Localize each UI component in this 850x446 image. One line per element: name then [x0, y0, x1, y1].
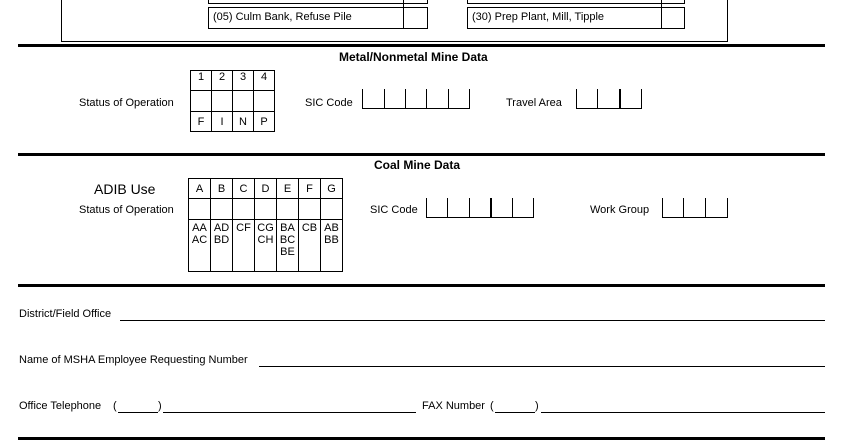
- code-line-1: CF: [236, 222, 251, 234]
- code-line-2: BC: [279, 234, 296, 246]
- coal-status-checkbox-c[interactable]: [233, 199, 255, 220]
- metal-status-grid: [190, 70, 275, 132]
- office-telephone-label: Office Telephone: [19, 400, 102, 412]
- code-line-2: BB: [324, 234, 339, 246]
- prep-plant-checkbox[interactable]: [662, 8, 684, 28]
- coal-status-checkbox-g[interactable]: [321, 199, 343, 220]
- phone-number-input[interactable]: [163, 400, 416, 413]
- fax-number-input[interactable]: [541, 400, 825, 413]
- tick: [469, 89, 470, 109]
- status-code-f: F: [191, 112, 212, 132]
- adib-use-label: ADIB Use: [94, 181, 156, 197]
- code-line-1: BA: [280, 222, 295, 234]
- metal-section-title: Metal/Nonmetal Mine Data: [339, 50, 488, 64]
- section-divider: [18, 284, 825, 287]
- coal-col-b: B: [211, 179, 233, 199]
- tick: [512, 198, 513, 218]
- code-line-2: CH: [257, 234, 274, 246]
- status-code-i: I: [212, 112, 233, 132]
- code-line-1: CG: [257, 222, 274, 234]
- phone-area-code-input[interactable]: [118, 400, 158, 413]
- coal-status-checkbox-f[interactable]: [299, 199, 321, 220]
- tick: [576, 89, 577, 109]
- coal-codes-e: [277, 220, 299, 272]
- code-line-1: AA: [192, 222, 207, 234]
- tick: [683, 198, 684, 218]
- coal-codes-f: [299, 220, 321, 272]
- work-group-label: Work Group: [590, 204, 650, 216]
- coal-section-title: Coal Mine Data: [374, 158, 461, 172]
- status-code-p: P: [254, 112, 275, 132]
- status-col-1: 1: [191, 71, 212, 91]
- phone-paren-open: (: [113, 400, 117, 412]
- coal-codes-d: [255, 220, 277, 272]
- tick: [620, 89, 621, 109]
- tick: [384, 89, 385, 109]
- coal-col-e: E: [277, 179, 299, 199]
- coal-col-f: F: [299, 179, 321, 199]
- code-line-1: CB: [301, 222, 318, 234]
- code-line-3: BE: [280, 246, 295, 258]
- coal-status-grid: [188, 178, 343, 272]
- code-line-1: AB: [324, 222, 339, 234]
- section-divider: [18, 153, 825, 156]
- metal-status-label: Status of Operation: [79, 97, 174, 109]
- coal-col-c: C: [233, 179, 255, 199]
- status-col-4: 4: [254, 71, 275, 91]
- tick: [491, 198, 492, 218]
- prep-plant-label: (30) Prep Plant, Mill, Tipple: [472, 11, 605, 23]
- metal-sic-code-input[interactable]: [362, 96, 469, 109]
- culm-bank-label: (05) Culm Bank, Refuse Pile: [213, 11, 352, 23]
- code-line-1: AD: [213, 222, 230, 234]
- coal-col-g: G: [321, 179, 343, 199]
- tick: [448, 89, 449, 109]
- metal-sic-label: SIC Code: [305, 97, 353, 109]
- culm-bank-checkbox[interactable]: [404, 8, 427, 28]
- travel-area-label: Travel Area: [506, 97, 562, 109]
- tick: [405, 89, 406, 109]
- status-col-2: 2: [212, 71, 233, 91]
- fax-paren-open: (: [490, 400, 494, 412]
- tick: [533, 198, 534, 218]
- section-divider: [18, 44, 825, 47]
- coal-status-checkbox-a[interactable]: [189, 199, 211, 220]
- top-left-row-above: [208, 0, 428, 4]
- tick: [597, 89, 598, 109]
- status-checkbox-1[interactable]: [191, 91, 212, 112]
- coal-status-checkbox-b[interactable]: [211, 199, 233, 220]
- tick: [469, 198, 470, 218]
- tick: [705, 198, 706, 218]
- tick: [662, 198, 663, 218]
- fax-paren-close: ): [535, 400, 539, 412]
- tick: [727, 198, 728, 218]
- tick: [641, 89, 642, 109]
- tick: [426, 198, 427, 218]
- status-col-3: 3: [233, 71, 254, 91]
- phone-paren-close: ): [158, 400, 162, 412]
- district-office-label: District/Field Office: [19, 308, 112, 320]
- status-code-n: N: [233, 112, 254, 132]
- coal-codes-a: [189, 220, 211, 272]
- employee-name-input[interactable]: [259, 354, 825, 367]
- coal-col-d: D: [255, 179, 277, 199]
- district-office-input[interactable]: [120, 308, 825, 321]
- coal-codes-c: [233, 220, 255, 272]
- coal-status-checkbox-e[interactable]: [277, 199, 299, 220]
- coal-status-label: Status of Operation: [79, 204, 174, 216]
- travel-area-input[interactable]: [576, 96, 642, 109]
- fax-area-code-input[interactable]: [495, 400, 535, 413]
- status-checkbox-4[interactable]: [254, 91, 275, 112]
- work-group-input[interactable]: [662, 205, 727, 218]
- top-right-row-above: [467, 0, 685, 4]
- coal-sic-label: SIC Code: [370, 204, 418, 216]
- code-line-2: BD: [213, 234, 230, 246]
- coal-codes-b: [211, 220, 233, 272]
- coal-col-a: A: [189, 179, 211, 199]
- tick: [362, 89, 363, 109]
- coal-status-checkbox-d[interactable]: [255, 199, 277, 220]
- tick: [447, 198, 448, 218]
- tick: [426, 89, 427, 109]
- status-checkbox-3[interactable]: [233, 91, 254, 112]
- code-line-2: AC: [191, 234, 208, 246]
- section-divider: [18, 437, 825, 440]
- employee-name-label: Name of MSHA Employee Requesting Number: [19, 354, 248, 366]
- status-checkbox-2[interactable]: [212, 91, 233, 112]
- coal-codes-g: [321, 220, 343, 272]
- coal-sic-code-input[interactable]: [426, 205, 533, 218]
- fax-number-label: FAX Number: [422, 400, 485, 412]
